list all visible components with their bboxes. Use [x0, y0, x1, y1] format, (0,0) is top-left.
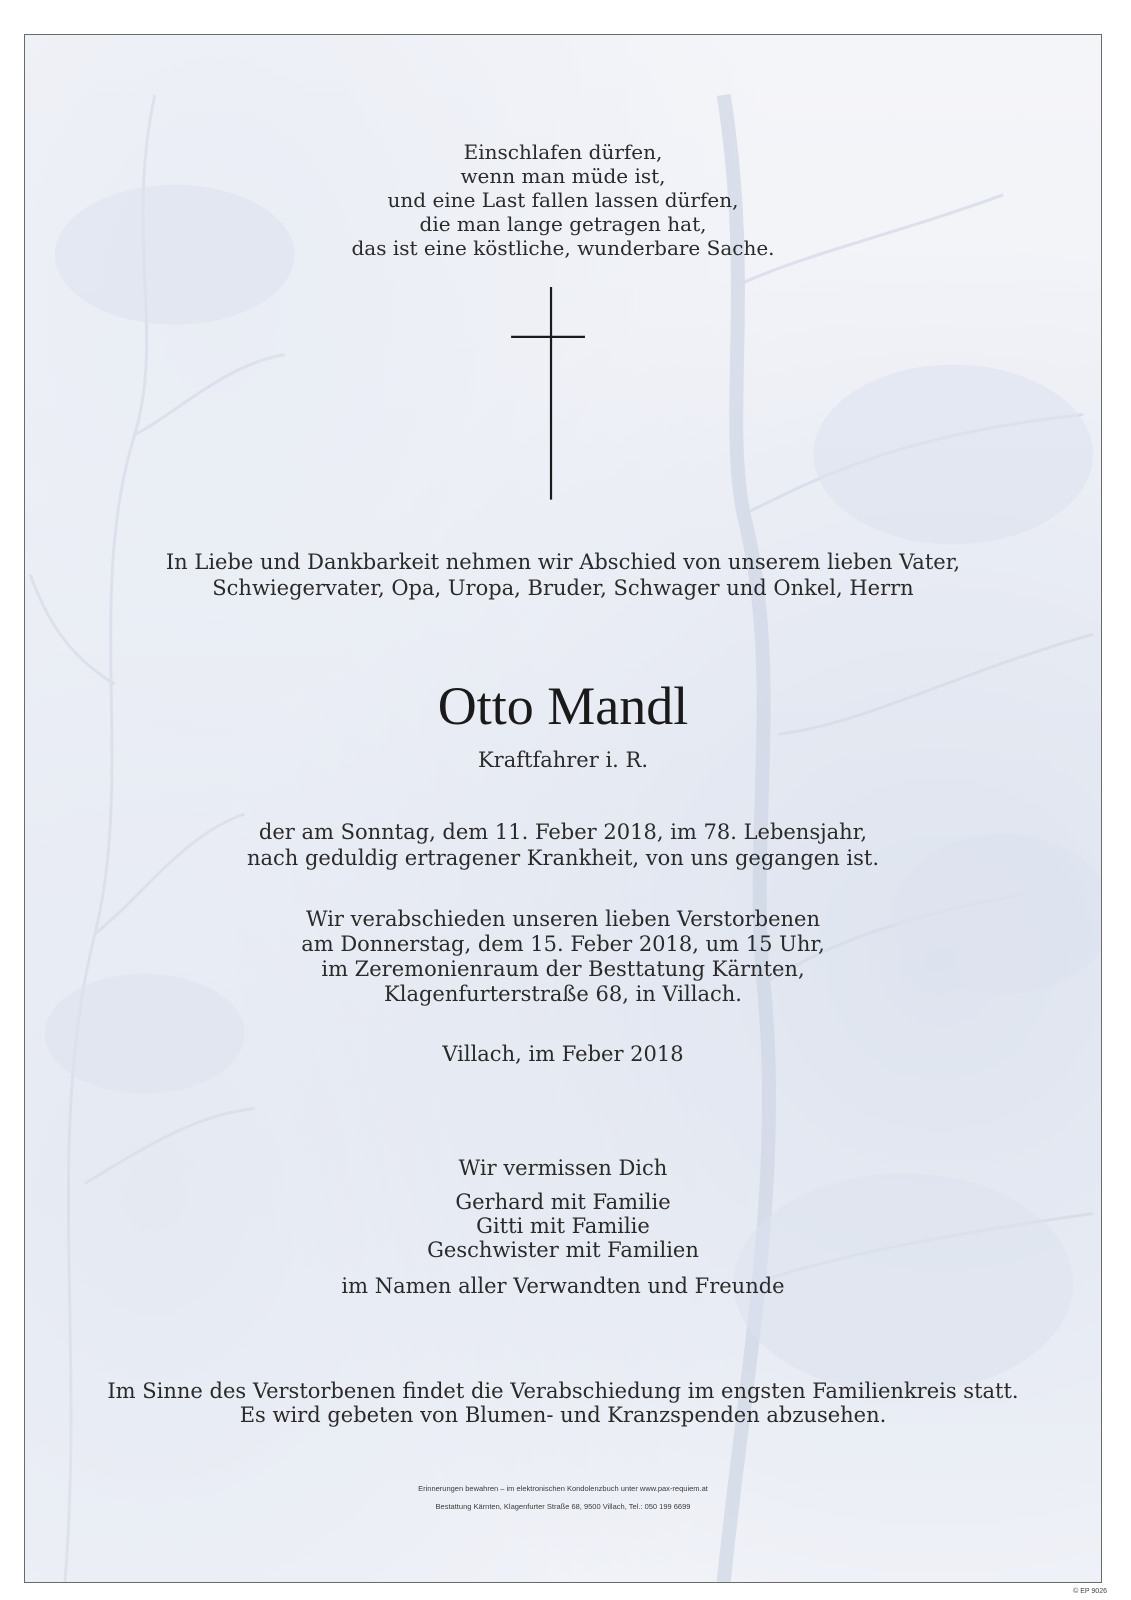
funeral-line: im Zeremonienraum der Besttatung Kärnten, — [321, 957, 805, 981]
print-code: © EP 9026 — [1073, 1588, 1107, 1595]
mourner-item: Gitti mit Familie — [476, 1214, 650, 1238]
closing-line: Es wird gebeten von Blumen- und Kranzspenden abzusehen. — [239, 1403, 887, 1427]
closing-line: Im Sinne des Verstorbenen findet die Verabschiedung im engsten Familienkreis statt. — [107, 1379, 1019, 1403]
poem-line: und eine Last fallen lassen dürfen, — [387, 188, 739, 212]
funeral-line: Wir verabschieden unseren lieben Verstorbenen — [305, 907, 821, 931]
poem-line: das ist eine köstliche, wunderbare Sache. — [351, 236, 775, 260]
death-notice — [25, 819, 1101, 871]
poem — [25, 140, 1101, 260]
deceased-name: Otto Mandl — [437, 676, 689, 736]
obituary-card — [24, 34, 1102, 1583]
death-line: nach geduldig ertragener Krankheit, von uns gegangen ist. — [246, 846, 880, 870]
intro-text — [25, 549, 1101, 601]
mourners-heading: Wir vermissen Dich — [458, 1156, 668, 1180]
poem-line: wenn man müde ist, — [460, 164, 666, 188]
footer-line: Bestattung Kärnten, Klagenfurter Straße 68, 9500 Villach, Tel.: 050 199 6699 — [435, 1502, 691, 1511]
footer — [25, 1480, 1101, 1516]
closing-note — [25, 1379, 1101, 1427]
deceased-profession: Kraftfahrer i. R. — [477, 748, 648, 772]
mourner-item: Geschwister mit Familien — [427, 1238, 699, 1262]
funeral-line: am Donnerstag, dem 15. Feber 2018, um 15 Uhr, — [301, 932, 825, 956]
tree-background-image — [25, 35, 1101, 1582]
poem-line: Einschlafen dürfen, — [463, 140, 663, 164]
mourners-list — [25, 1190, 1101, 1262]
poem-line: die man lange getragen hat, — [419, 212, 707, 236]
mourner-item: Gerhard mit Familie — [455, 1190, 671, 1214]
intro-line: In Liebe und Dankbarkeit nehmen wir Abschied von unserem lieben Vater, — [165, 550, 961, 574]
funeral-line: Klagenfurterstraße 68, in Villach. — [384, 982, 742, 1006]
death-line: der am Sonntag, dem 11. Feber 2018, im 78. Lebensjahr, — [258, 820, 868, 844]
intro-line: Schwiegervater, Opa, Uropa, Bruder, Schwager und Onkel, Herrn — [212, 576, 914, 600]
funeral-details — [25, 907, 1101, 1007]
mourners-others: im Namen aller Verwandten und Freunde — [341, 1274, 785, 1298]
place-and-date: Villach, im Feber 2018 — [442, 1042, 684, 1066]
footer-line: Erinnerungen bewahren – im elektronischen Kondolenzbuch unter www.pax-requiem.at — [418, 1484, 708, 1493]
